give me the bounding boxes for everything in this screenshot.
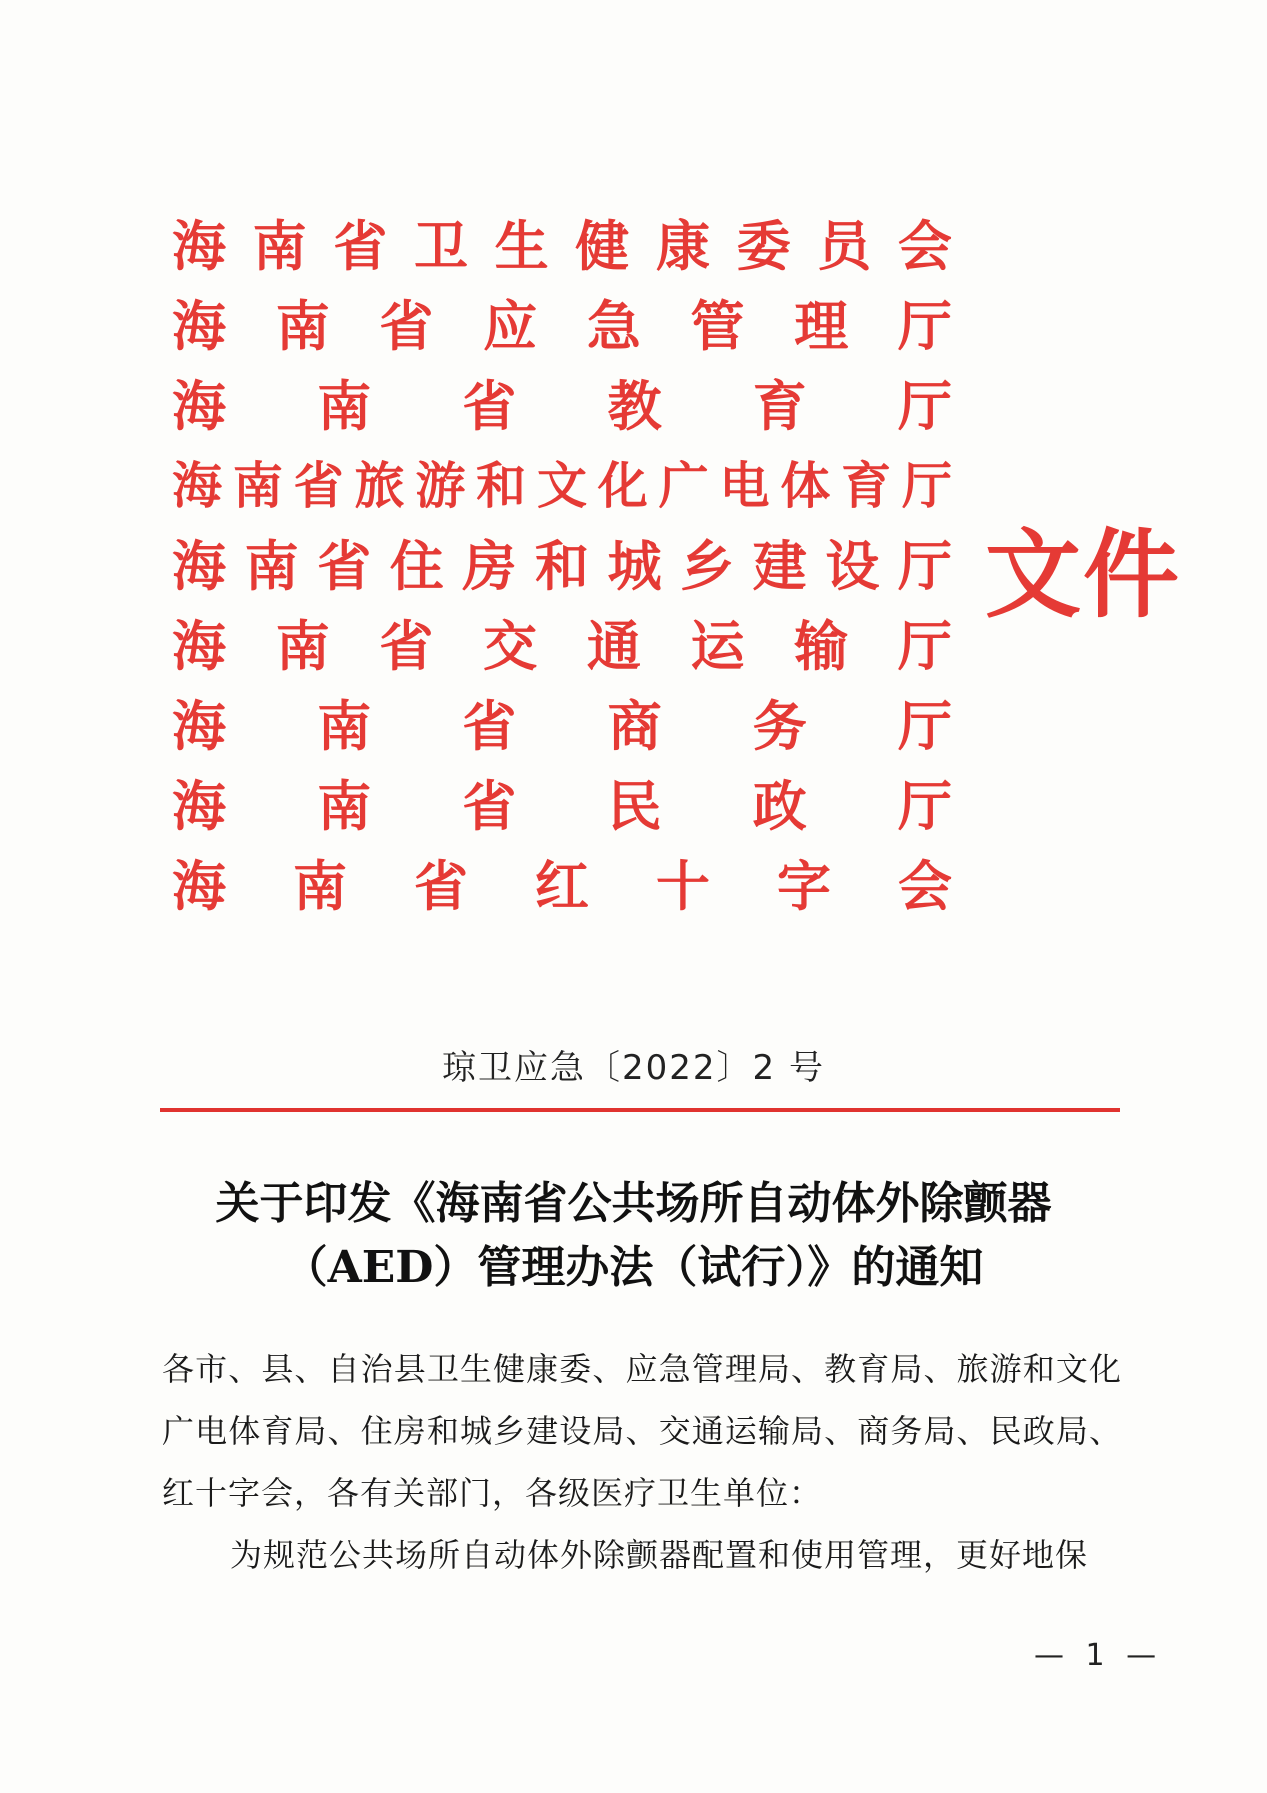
issuer-character: 南 (293, 854, 347, 918)
issuer-character: 海 (172, 614, 226, 678)
issuer-character: 化 (597, 456, 648, 515)
issuer-character: 海 (172, 374, 226, 438)
issuer-character: 厅 (897, 294, 952, 358)
issuer-character: 文 (536, 456, 587, 515)
issuer-character: 委 (736, 214, 791, 278)
issuer-character: 急 (586, 294, 641, 358)
issuer-character: 厅 (897, 374, 952, 438)
issuer-character: 南 (252, 214, 307, 278)
red-divider-line (160, 1108, 1120, 1112)
issuer-character: 乡 (680, 534, 735, 598)
issuer-line (172, 766, 952, 846)
issuer-character: 省 (317, 534, 372, 598)
issuer-character: 海 (172, 456, 222, 515)
issuer-character: 民 (607, 774, 662, 838)
issuer-character: 南 (275, 614, 330, 678)
issuer-line (172, 686, 952, 766)
issuer-character: 建 (752, 534, 807, 598)
issuer-character: 海 (172, 294, 226, 358)
issuer-character: 厅 (897, 534, 952, 598)
issuer-line (172, 606, 952, 686)
issuer-character: 南 (244, 534, 299, 598)
issuer-line (172, 206, 952, 286)
page-number: — 1 — (1034, 1638, 1163, 1673)
issuer-character: 健 (575, 214, 630, 278)
issuer-character: 员 (817, 214, 872, 278)
issuer-character: 十 (656, 854, 710, 918)
issuer-character: 房 (462, 534, 517, 598)
issuer-character: 厅 (901, 456, 952, 515)
issuer-line (172, 366, 952, 446)
issuer-character: 南 (232, 456, 283, 515)
issuer-character: 省 (462, 774, 517, 838)
issuer-character: 输 (794, 614, 849, 678)
issuer-character: 政 (752, 774, 807, 838)
issuer-line (172, 846, 952, 926)
issuer-character: 管 (690, 294, 745, 358)
issuer-character: 省 (333, 214, 388, 278)
issuer-character: 省 (414, 854, 468, 918)
issuer-character: 厅 (897, 614, 952, 678)
issuer-character: 省 (379, 614, 434, 678)
issuer-character: 字 (777, 854, 831, 918)
issuer-character: 海 (172, 774, 226, 838)
addressees-paragraph: 各市、县、自治县卫生健康委、应急管理局、教育局、旅游和文化广电体育局、住房和城乡建设局、交通运输局、商务局、民政局、红十字会，各有关部门，各级医疗卫生单位： (162, 1350, 1122, 1512)
issuer-character: 省 (462, 694, 517, 758)
issuer-character: 务 (752, 694, 807, 758)
issuer-character: 康 (655, 214, 710, 278)
issuer-character: 南 (317, 374, 372, 438)
issuer-character: 运 (690, 614, 745, 678)
issuer-character: 住 (389, 534, 444, 598)
issuer-character: 卫 (413, 214, 468, 278)
issuer-character: 设 (825, 534, 880, 598)
issuer-character: 海 (172, 214, 226, 278)
document-label: 文件 (985, 518, 1181, 631)
issuer-character: 红 (535, 854, 589, 918)
issuer-character: 和 (534, 534, 589, 598)
document-body (162, 1338, 1122, 1586)
issuer-character: 电 (719, 456, 770, 515)
issuer-character: 体 (780, 456, 831, 515)
issuer-character: 省 (462, 374, 517, 438)
title-line-2: （AED）管理办法（试行）》的通知 (283, 1242, 984, 1293)
issuer-character: 城 (607, 534, 662, 598)
issuer-character: 南 (275, 294, 330, 358)
issuer-character: 游 (415, 456, 466, 515)
issuer-line (172, 286, 952, 366)
title-line-1: 关于印发《海南省公共场所自动体外除颤器 (215, 1178, 1052, 1229)
issuer-character: 育 (841, 456, 892, 515)
issuer-line (172, 526, 952, 606)
issuer-character: 生 (494, 214, 549, 278)
issuer-character: 海 (172, 534, 226, 598)
issuer-character: 南 (317, 694, 372, 758)
issuer-character: 会 (898, 854, 952, 918)
issuer-character: 应 (483, 294, 538, 358)
issuer-character: 省 (293, 456, 344, 515)
issuer-character: 南 (317, 774, 372, 838)
issuer-character: 交 (483, 614, 538, 678)
issuer-character: 商 (607, 694, 662, 758)
issuer-character: 和 (476, 456, 527, 515)
issuer-line (172, 446, 952, 526)
issuer-character: 厅 (897, 694, 952, 758)
issuer-character: 会 (897, 214, 952, 278)
issuer-character: 育 (752, 374, 807, 438)
document-number: 琼卫应急〔2022〕2 号 (442, 1048, 825, 1088)
issuer-character: 理 (794, 294, 849, 358)
issuing-authorities (172, 206, 952, 926)
issuer-character: 海 (172, 694, 226, 758)
issuer-character: 省 (379, 294, 434, 358)
issuer-character: 海 (172, 854, 226, 918)
issuer-character: 厅 (897, 774, 952, 838)
issuer-character: 旅 (354, 456, 405, 515)
issuer-character: 通 (586, 614, 641, 678)
body-paragraph: 为规范公共场所自动体外除颤器配置和使用管理，更好地保 (230, 1536, 1089, 1574)
issuer-character: 广 (658, 456, 709, 515)
document-title (120, 1172, 1147, 1300)
issuer-character: 教 (607, 374, 662, 438)
